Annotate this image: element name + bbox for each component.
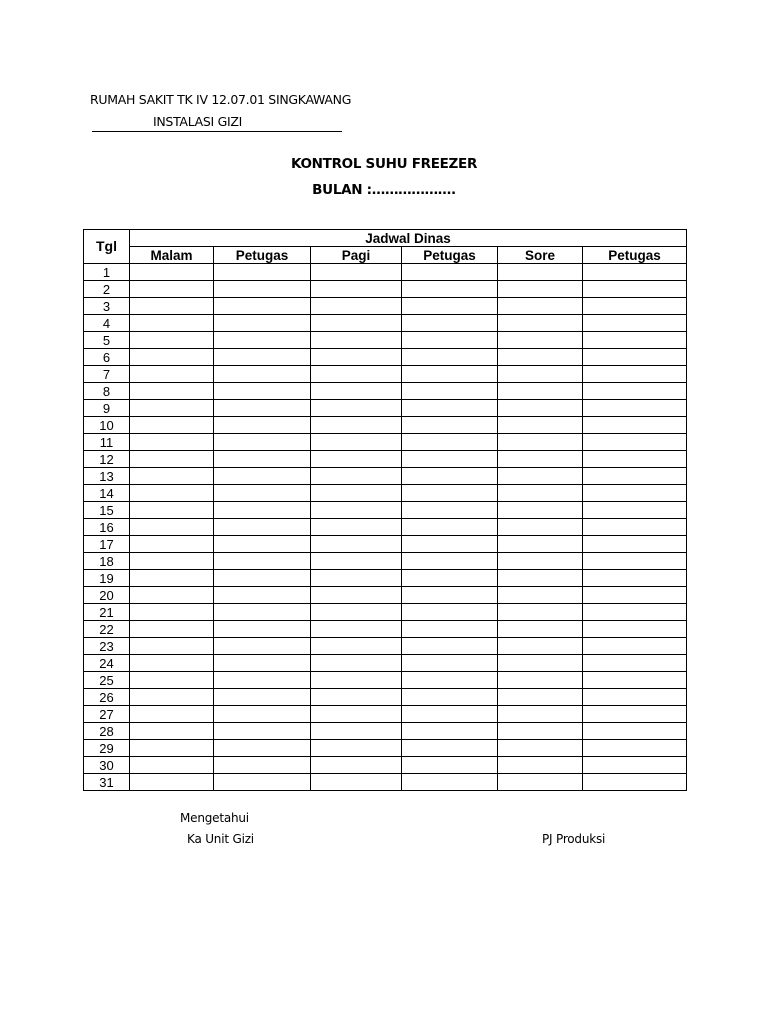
table-row <box>84 383 687 400</box>
entry-cell[interactable] <box>402 774 498 791</box>
schedule-body <box>84 264 687 791</box>
entry-cell[interactable] <box>498 604 583 621</box>
form-title: KONTROL SUHU FREEZER <box>290 156 478 172</box>
date-cell: 28 <box>84 723 130 740</box>
entry-cell[interactable] <box>583 400 687 417</box>
entry-cell[interactable] <box>311 553 402 570</box>
entry-cell[interactable] <box>214 672 311 689</box>
entry-cell[interactable] <box>498 502 583 519</box>
entry-cell[interactable] <box>214 451 311 468</box>
entry-cell[interactable] <box>583 298 687 315</box>
entry-cell[interactable] <box>130 655 214 672</box>
entry-cell[interactable] <box>402 315 498 332</box>
entry-cell[interactable] <box>130 621 214 638</box>
entry-cell[interactable] <box>311 604 402 621</box>
table-row <box>84 298 687 315</box>
entry-cell[interactable] <box>311 298 402 315</box>
entry-cell[interactable] <box>130 502 214 519</box>
entry-cell[interactable] <box>311 417 402 434</box>
entry-cell[interactable] <box>311 689 402 706</box>
entry-cell[interactable] <box>130 485 214 502</box>
entry-cell[interactable] <box>130 672 214 689</box>
entry-cell[interactable] <box>583 655 687 672</box>
entry-cell[interactable] <box>498 434 583 451</box>
entry-cell[interactable] <box>130 536 214 553</box>
acknowledged-label: Mengetahui <box>180 811 249 825</box>
entry-cell[interactable] <box>311 383 402 400</box>
table-row <box>84 502 687 519</box>
entry-cell[interactable] <box>214 740 311 757</box>
entry-cell[interactable] <box>583 723 687 740</box>
table-row <box>84 264 687 281</box>
entry-cell[interactable] <box>583 570 687 587</box>
entry-cell[interactable] <box>214 383 311 400</box>
entry-cell[interactable] <box>583 706 687 723</box>
date-cell: 29 <box>84 740 130 757</box>
entry-cell[interactable] <box>402 740 498 757</box>
entry-cell[interactable] <box>311 621 402 638</box>
entry-cell[interactable] <box>498 298 583 315</box>
entry-cell[interactable] <box>583 366 687 383</box>
entry-cell[interactable] <box>130 434 214 451</box>
entry-cell[interactable] <box>498 553 583 570</box>
date-cell: 31 <box>84 774 130 791</box>
table-row <box>84 655 687 672</box>
header-underline <box>92 131 342 132</box>
entry-cell[interactable] <box>214 655 311 672</box>
date-cell: 11 <box>84 434 130 451</box>
schedule-table <box>83 229 687 791</box>
entry-cell[interactable] <box>402 536 498 553</box>
table-row <box>84 689 687 706</box>
table-row <box>84 468 687 485</box>
entry-cell[interactable] <box>311 774 402 791</box>
table-row <box>84 587 687 604</box>
entry-cell[interactable] <box>498 723 583 740</box>
entry-cell[interactable] <box>214 587 311 604</box>
date-cell: 21 <box>84 604 130 621</box>
entry-cell[interactable] <box>402 281 498 298</box>
date-cell: 14 <box>84 485 130 502</box>
entry-cell[interactable] <box>214 281 311 298</box>
entry-cell[interactable] <box>498 468 583 485</box>
column-header-petugas-malam: Petugas <box>214 247 311 264</box>
entry-cell[interactable] <box>583 349 687 366</box>
entry-cell[interactable] <box>583 502 687 519</box>
date-cell: 7 <box>84 366 130 383</box>
table-row <box>84 485 687 502</box>
entry-cell[interactable] <box>130 570 214 587</box>
table-row <box>84 706 687 723</box>
entry-cell[interactable] <box>130 638 214 655</box>
date-cell: 9 <box>84 400 130 417</box>
entry-cell[interactable] <box>583 332 687 349</box>
entry-cell[interactable] <box>311 570 402 587</box>
entry-cell[interactable] <box>311 757 402 774</box>
entry-cell[interactable] <box>583 383 687 400</box>
entry-cell[interactable] <box>498 774 583 791</box>
entry-cell[interactable] <box>583 553 687 570</box>
table-row <box>84 757 687 774</box>
date-cell: 16 <box>84 519 130 536</box>
entry-cell[interactable] <box>402 366 498 383</box>
date-cell: 2 <box>84 281 130 298</box>
entry-cell[interactable] <box>214 366 311 383</box>
entry-cell[interactable] <box>311 366 402 383</box>
entry-cell[interactable] <box>130 315 214 332</box>
entry-cell[interactable] <box>130 298 214 315</box>
entry-cell[interactable] <box>130 281 214 298</box>
entry-cell[interactable] <box>402 689 498 706</box>
entry-cell[interactable] <box>402 417 498 434</box>
entry-cell[interactable] <box>498 281 583 298</box>
entry-cell[interactable] <box>498 264 583 281</box>
entry-cell[interactable] <box>214 298 311 315</box>
date-cell: 26 <box>84 689 130 706</box>
entry-cell[interactable] <box>130 740 214 757</box>
table-row <box>84 281 687 298</box>
entry-cell[interactable] <box>583 689 687 706</box>
entry-cell[interactable] <box>130 519 214 536</box>
table-row <box>84 417 687 434</box>
table-row <box>84 536 687 553</box>
date-cell: 25 <box>84 672 130 689</box>
entry-cell[interactable] <box>583 672 687 689</box>
entry-cell[interactable] <box>402 672 498 689</box>
entry-cell[interactable] <box>130 468 214 485</box>
entry-cell[interactable] <box>498 689 583 706</box>
entry-cell[interactable] <box>402 655 498 672</box>
table-row <box>84 774 687 791</box>
entry-cell[interactable] <box>214 468 311 485</box>
entry-cell[interactable] <box>498 536 583 553</box>
month-line: BULAN :………………. <box>312 182 456 198</box>
column-header-petugas-pagi: Petugas <box>402 247 498 264</box>
entry-cell[interactable] <box>402 332 498 349</box>
entry-cell[interactable] <box>402 621 498 638</box>
entry-cell[interactable] <box>498 621 583 638</box>
entry-cell[interactable] <box>214 349 311 366</box>
entry-cell[interactable] <box>583 638 687 655</box>
entry-cell[interactable] <box>498 400 583 417</box>
entry-cell[interactable] <box>311 638 402 655</box>
column-header-sore: Sore <box>498 247 583 264</box>
entry-cell[interactable] <box>214 264 311 281</box>
entry-cell[interactable] <box>130 332 214 349</box>
entry-cell[interactable] <box>498 451 583 468</box>
entry-cell[interactable] <box>311 502 402 519</box>
entry-cell[interactable] <box>214 553 311 570</box>
entry-cell[interactable] <box>311 655 402 672</box>
entry-cell[interactable] <box>498 757 583 774</box>
entry-cell[interactable] <box>311 536 402 553</box>
entry-cell[interactable] <box>214 757 311 774</box>
entry-cell[interactable] <box>498 706 583 723</box>
entry-cell[interactable] <box>498 672 583 689</box>
entry-cell[interactable] <box>130 604 214 621</box>
entry-cell[interactable] <box>130 757 214 774</box>
entry-cell[interactable] <box>498 570 583 587</box>
date-cell: 15 <box>84 502 130 519</box>
entry-cell[interactable] <box>583 264 687 281</box>
entry-cell[interactable] <box>130 774 214 791</box>
date-cell: 24 <box>84 655 130 672</box>
date-cell: 3 <box>84 298 130 315</box>
institution-name: RUMAH SAKIT TK IV 12.07.01 SINGKAWANG <box>90 92 352 107</box>
entry-cell[interactable] <box>402 349 498 366</box>
entry-cell[interactable] <box>311 281 402 298</box>
entry-cell[interactable] <box>311 706 402 723</box>
date-cell: 20 <box>84 587 130 604</box>
date-cell: 18 <box>84 553 130 570</box>
entry-cell[interactable] <box>498 417 583 434</box>
entry-cell[interactable] <box>402 553 498 570</box>
entry-cell[interactable] <box>402 519 498 536</box>
entry-cell[interactable] <box>214 706 311 723</box>
entry-cell[interactable] <box>130 451 214 468</box>
table-row <box>84 740 687 757</box>
date-cell: 12 <box>84 451 130 468</box>
entry-cell[interactable] <box>402 468 498 485</box>
left-signer-title: Ka Unit Gizi <box>187 832 254 846</box>
entry-cell[interactable] <box>402 298 498 315</box>
entry-cell[interactable] <box>402 264 498 281</box>
entry-cell[interactable] <box>311 672 402 689</box>
entry-cell[interactable] <box>130 366 214 383</box>
schedule-group-header: Jadwal Dinas <box>130 230 687 247</box>
entry-cell[interactable] <box>498 638 583 655</box>
date-cell: 17 <box>84 536 130 553</box>
entry-cell[interactable] <box>498 349 583 366</box>
entry-cell[interactable] <box>583 417 687 434</box>
table-row <box>84 553 687 570</box>
entry-cell[interactable] <box>402 757 498 774</box>
entry-cell[interactable] <box>402 383 498 400</box>
entry-cell[interactable] <box>214 638 311 655</box>
entry-cell[interactable] <box>402 723 498 740</box>
table-row <box>84 315 687 332</box>
date-cell: 10 <box>84 417 130 434</box>
entry-cell[interactable] <box>130 417 214 434</box>
table-row <box>84 638 687 655</box>
entry-cell[interactable] <box>311 485 402 502</box>
entry-cell[interactable] <box>311 315 402 332</box>
entry-cell[interactable] <box>402 587 498 604</box>
unit-name: INSTALASI GIZI <box>153 114 243 129</box>
entry-cell[interactable] <box>498 655 583 672</box>
date-cell: 8 <box>84 383 130 400</box>
date-cell: 4 <box>84 315 130 332</box>
table-row <box>84 400 687 417</box>
entry-cell[interactable] <box>498 366 583 383</box>
entry-cell[interactable] <box>402 485 498 502</box>
entry-cell[interactable] <box>214 434 311 451</box>
date-cell: 1 <box>84 264 130 281</box>
entry-cell[interactable] <box>402 451 498 468</box>
entry-cell[interactable] <box>214 536 311 553</box>
entry-cell[interactable] <box>583 485 687 502</box>
table-row <box>84 723 687 740</box>
entry-cell[interactable] <box>498 315 583 332</box>
entry-cell[interactable] <box>583 434 687 451</box>
date-cell: 30 <box>84 757 130 774</box>
entry-cell[interactable] <box>214 502 311 519</box>
entry-cell[interactable] <box>402 570 498 587</box>
entry-cell[interactable] <box>214 621 311 638</box>
entry-cell[interactable] <box>130 706 214 723</box>
entry-cell[interactable] <box>311 400 402 417</box>
entry-cell[interactable] <box>214 689 311 706</box>
entry-cell[interactable] <box>498 519 583 536</box>
entry-cell[interactable] <box>214 570 311 587</box>
entry-cell[interactable] <box>583 757 687 774</box>
entry-cell[interactable] <box>583 315 687 332</box>
entry-cell[interactable] <box>214 485 311 502</box>
entry-cell[interactable] <box>583 468 687 485</box>
entry-cell[interactable] <box>498 383 583 400</box>
entry-cell[interactable] <box>583 587 687 604</box>
entry-cell[interactable] <box>583 740 687 757</box>
table-row <box>84 604 687 621</box>
table-row <box>84 672 687 689</box>
entry-cell[interactable] <box>214 315 311 332</box>
entry-cell[interactable] <box>402 502 498 519</box>
entry-cell[interactable] <box>214 519 311 536</box>
column-header-pagi: Pagi <box>311 247 402 264</box>
entry-cell[interactable] <box>214 774 311 791</box>
entry-cell[interactable] <box>214 723 311 740</box>
entry-cell[interactable] <box>402 604 498 621</box>
entry-cell[interactable] <box>402 706 498 723</box>
entry-cell[interactable] <box>583 621 687 638</box>
entry-cell[interactable] <box>214 604 311 621</box>
entry-cell[interactable] <box>130 383 214 400</box>
entry-cell[interactable] <box>130 723 214 740</box>
entry-cell[interactable] <box>311 332 402 349</box>
entry-cell[interactable] <box>311 519 402 536</box>
entry-cell[interactable] <box>402 434 498 451</box>
table-row <box>84 366 687 383</box>
table-row <box>84 621 687 638</box>
entry-cell[interactable] <box>130 264 214 281</box>
table-row <box>84 332 687 349</box>
table-row <box>84 570 687 587</box>
entry-cell[interactable] <box>498 740 583 757</box>
date-cell: 23 <box>84 638 130 655</box>
entry-cell[interactable] <box>583 451 687 468</box>
date-cell: 13 <box>84 468 130 485</box>
column-header-malam: Malam <box>130 247 214 264</box>
entry-cell[interactable] <box>214 400 311 417</box>
entry-cell[interactable] <box>498 485 583 502</box>
entry-cell[interactable] <box>311 468 402 485</box>
date-cell: 22 <box>84 621 130 638</box>
date-cell: 19 <box>84 570 130 587</box>
date-cell: 27 <box>84 706 130 723</box>
entry-cell[interactable] <box>130 689 214 706</box>
entry-cell[interactable] <box>311 451 402 468</box>
table-row <box>84 519 687 536</box>
date-column-header: Tgl <box>84 230 130 264</box>
entry-cell[interactable] <box>311 740 402 757</box>
table-row <box>84 451 687 468</box>
entry-cell[interactable] <box>498 587 583 604</box>
table-row <box>84 434 687 451</box>
entry-cell[interactable] <box>498 332 583 349</box>
entry-cell[interactable] <box>214 332 311 349</box>
entry-cell[interactable] <box>130 553 214 570</box>
column-header-petugas-sore: Petugas <box>583 247 687 264</box>
entry-cell[interactable] <box>583 536 687 553</box>
entry-cell[interactable] <box>130 349 214 366</box>
right-signer-title: PJ Produksi <box>542 832 606 846</box>
entry-cell[interactable] <box>130 400 214 417</box>
entry-cell[interactable] <box>583 774 687 791</box>
entry-cell[interactable] <box>402 638 498 655</box>
entry-cell[interactable] <box>311 264 402 281</box>
date-cell: 6 <box>84 349 130 366</box>
table-row <box>84 349 687 366</box>
entry-cell[interactable] <box>583 519 687 536</box>
entry-cell[interactable] <box>583 604 687 621</box>
entry-cell[interactable] <box>130 587 214 604</box>
entry-cell[interactable] <box>311 349 402 366</box>
entry-cell[interactable] <box>311 723 402 740</box>
entry-cell[interactable] <box>214 417 311 434</box>
entry-cell[interactable] <box>402 400 498 417</box>
entry-cell[interactable] <box>311 587 402 604</box>
entry-cell[interactable] <box>311 434 402 451</box>
date-cell: 5 <box>84 332 130 349</box>
entry-cell[interactable] <box>583 281 687 298</box>
